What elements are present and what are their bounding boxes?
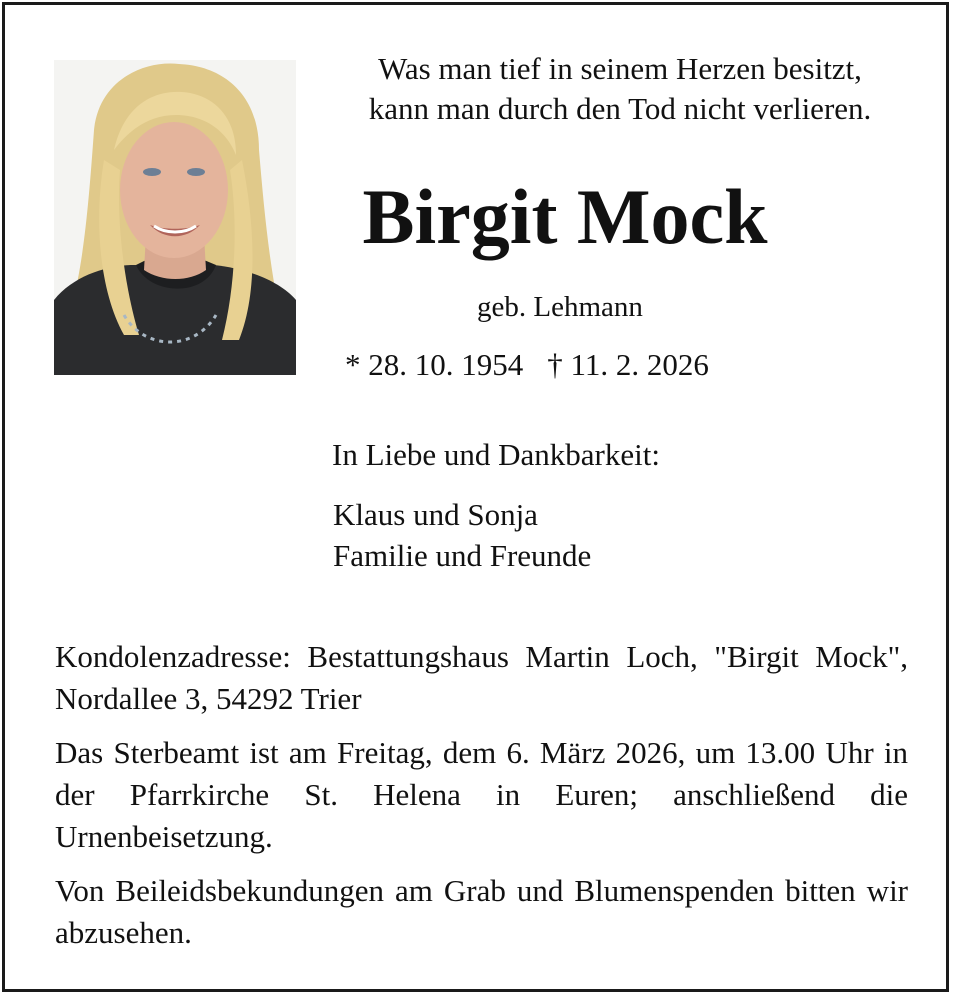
quote-line-1: Was man tief in seinem Herzen besitzt, bbox=[378, 51, 862, 86]
mourners-list bbox=[333, 494, 591, 576]
service-info: Das Sterbeamt ist am Freitag, dem 6. März 2026, um 13.00 Uhr in der Pfarrkirche St. Helena in Euren; anschließend die Urnenbeisetzung. bbox=[55, 735, 908, 854]
mourners-line-2: Familie und Freunde bbox=[333, 538, 592, 573]
donation-request: Von Beileidsbekundungen am Grab und Blumenspenden bitten wir abzusehen. bbox=[55, 873, 908, 950]
condolence-address: Kondolenzadresse: Bestattungshaus Martin Loch, "Birgit Mock", Nordallee 3, 54292 Trier bbox=[55, 639, 908, 716]
memorial-quote bbox=[315, 49, 925, 129]
deceased-name: Birgit Mock bbox=[362, 173, 768, 260]
birth-date: * 28. 10. 1954 bbox=[345, 347, 524, 382]
life-dates bbox=[345, 345, 709, 385]
obituary-notice bbox=[2, 2, 949, 992]
quote-line-2: kann man durch den Tod nicht verlieren. bbox=[368, 91, 872, 126]
maiden-name: geb. Lehmann bbox=[477, 291, 643, 323]
death-date: † 11. 2. 2026 bbox=[547, 347, 709, 382]
mourners-intro: In Liebe und Dankbarkeit: bbox=[332, 437, 660, 472]
mourners-line-1: Klaus und Sonja bbox=[333, 497, 538, 532]
portrait-photo bbox=[54, 60, 296, 375]
